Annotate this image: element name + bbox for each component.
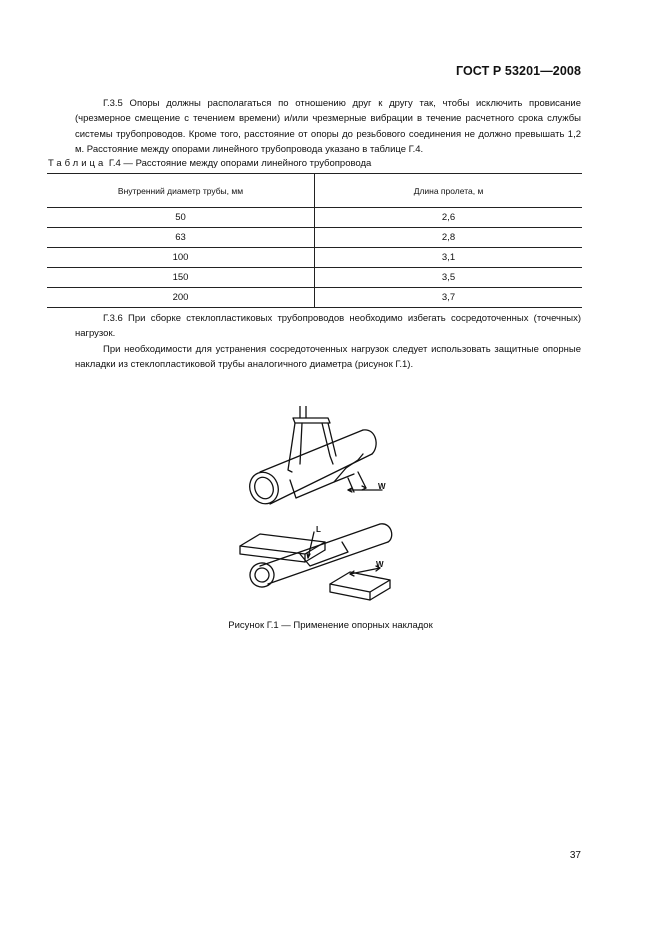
cell-span: 3,5 xyxy=(315,268,583,288)
cell-diameter: 200 xyxy=(47,288,315,308)
standard-number: ГОСТ Р 53201—2008 xyxy=(455,64,581,78)
support-distance-table xyxy=(47,173,582,308)
table-row xyxy=(47,288,582,308)
section-g35 xyxy=(75,96,581,158)
section-g36 xyxy=(75,311,581,373)
label-w-top: W xyxy=(378,482,386,491)
table-caption: Г.4 — Расстояние между опорами линейного трубопровода xyxy=(106,158,372,169)
section-g35-text: Г.3.5 Опоры должны располагаться по отношению друг к другу так, чтобы исключить провисание (чрезмерное смещение с течением времени) и/или чрезмерные вибрации в течение расчетного срока службы системы трубопроводов. Кроме того, расстояние от опоры до резьбового соединения не должно превышать 1,2 м. Расстояние между опорами линейного трубопровода указано в таблице Г.4. xyxy=(75,98,581,156)
cell-diameter: 100 xyxy=(47,248,315,268)
cell-span: 2,6 xyxy=(315,208,583,228)
table-header-row xyxy=(47,174,582,208)
table-row xyxy=(47,248,582,268)
label-l: L xyxy=(316,525,321,534)
header-span-length: Длина пролета, м xyxy=(315,174,583,208)
cell-diameter: 63 xyxy=(47,228,315,248)
table-row xyxy=(47,208,582,228)
hanger-illustration xyxy=(245,406,386,508)
label-w-bottom: W xyxy=(376,560,384,569)
figure-caption: Рисунок Г.1 — Применение опорных накладок xyxy=(228,620,433,631)
table-label: Таблица xyxy=(48,158,107,169)
section-g36-text-2: При необходимости для устранения сосредоточенных нагрузок следует использовать защитные опорные накладки из стеклопластиковой трубы аналогичного диаметра (рисунок Г.1). xyxy=(75,343,581,371)
table-row xyxy=(47,268,582,288)
cell-span: 3,1 xyxy=(315,248,583,268)
support-pads-figure xyxy=(230,406,440,606)
cell-span: 2,8 xyxy=(315,228,583,248)
cell-diameter: 50 xyxy=(47,208,315,228)
header-diameter: Внутренний диаметр трубы, мм xyxy=(47,174,315,208)
section-g36-text-1: Г.3.6 При сборке стеклопластиковых трубопроводов необходимо избегать сосредоточенных (точечных) нагрузок. xyxy=(75,313,581,340)
board-support-illustration xyxy=(240,524,392,600)
cell-diameter: 150 xyxy=(47,268,315,288)
table-title xyxy=(48,158,371,169)
table-row xyxy=(47,228,582,248)
cell-span: 3,7 xyxy=(315,288,583,308)
page-number: 37 xyxy=(569,850,581,861)
